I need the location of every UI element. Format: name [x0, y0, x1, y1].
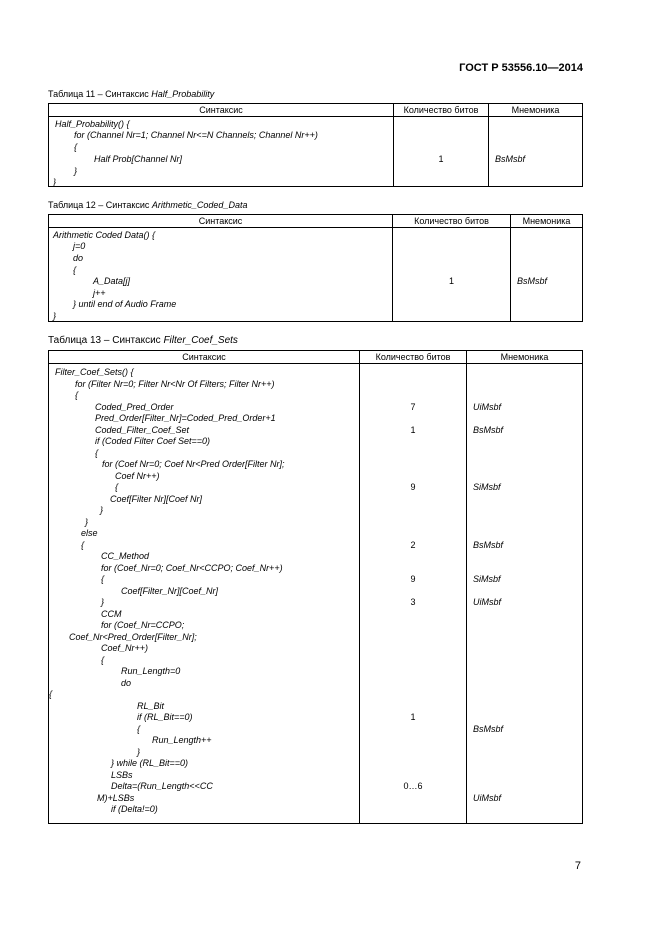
- syntax-line: {: [95, 448, 99, 458]
- syntax-line: Pred_Order[Filter_Nr]=Coded_Pred_Order+1: [95, 413, 276, 423]
- syntax-line: {: [101, 655, 105, 665]
- syntax-line: Coef Nr++): [115, 471, 160, 481]
- syntax-line: {: [75, 390, 79, 400]
- table-13-caption: [48, 335, 238, 346]
- syntax-line: {: [73, 265, 77, 275]
- syntax-line: for (Coef_Nr=0; Coef_Nr<CCPO; Coef_Nr++): [101, 563, 283, 573]
- syntax-line: for (Coef_Nr=CCPO;: [101, 620, 185, 630]
- syntax-line: }: [85, 517, 89, 527]
- syntax-line: M)+LSBs: [97, 793, 135, 803]
- syntax-line: do: [73, 253, 84, 263]
- caption-prefix: Таблица 13 – Синтаксис: [48, 335, 164, 346]
- syntax-line: {: [115, 482, 119, 492]
- mnemonic-cell: [489, 117, 583, 187]
- bits-value: 1: [448, 276, 454, 286]
- bits-value: 0…6: [403, 781, 423, 791]
- mnemonic-value: BsMsbf: [495, 154, 526, 164]
- caption-name: Arithmetic_Coded_Data: [151, 200, 248, 210]
- table-13: [48, 350, 583, 824]
- bits-value: 9: [410, 482, 416, 492]
- mnemonic-cell: [511, 228, 583, 322]
- syntax-line: j++: [93, 288, 106, 298]
- caption-name: Half_Probability: [151, 89, 215, 99]
- syntax-line: j=0: [73, 241, 86, 251]
- table-11: [48, 103, 583, 187]
- syntax-line: Coef_Nr<Pred_Order[Filter_Nr];: [69, 632, 197, 642]
- syntax-line: }: [74, 166, 78, 176]
- mnemonic-value: UiMsbf: [473, 597, 502, 607]
- syntax-line: if (Coded Filter Coef Set==0): [95, 436, 211, 446]
- syntax-line: Coef_Nr++): [101, 643, 149, 653]
- syntax-line: Delta=(Run_Length<<CC: [111, 781, 213, 791]
- caption-name: Filter_Coef_Sets: [163, 335, 238, 346]
- mnemonic-value: UiMsbf: [473, 402, 502, 412]
- syntax-line: for (Channel Nr=1; Channel Nr<=N Channels; Channel Nr++): [74, 130, 318, 140]
- table-12: [48, 214, 583, 322]
- bits-cell: [394, 117, 489, 187]
- column-header-mnemonic: Мнемоника: [489, 104, 583, 117]
- syntax-line: LSBs: [111, 770, 133, 780]
- syntax-cell: [49, 228, 393, 322]
- syntax-line: Coef[Filter Nr][Coef Nr]: [110, 494, 203, 504]
- mnemonic-value: SiMsbf: [473, 574, 501, 584]
- syntax-line: Arithmetic Coded Data() {: [53, 230, 156, 240]
- mnemonic-value: UiMsbf: [473, 793, 502, 803]
- syntax-line: CC_Method: [101, 551, 150, 561]
- syntax-line: for (Filter Nr=0; Filter Nr<Nr Of Filters; Filter Nr++): [75, 379, 275, 389]
- syntax-line: CCM: [101, 609, 122, 619]
- syntax-line: Filter_Coef_Sets() {: [55, 367, 134, 377]
- bits-cell: [393, 228, 511, 322]
- bits-value: 1: [410, 425, 416, 435]
- syntax-line: }: [53, 177, 57, 187]
- bits-cell: [360, 364, 467, 824]
- syntax-line: do: [121, 678, 132, 688]
- caption-prefix: Таблица 12 – Синтаксис: [48, 200, 152, 210]
- syntax-line: Half Prob[Channel Nr]: [94, 154, 183, 164]
- column-header-mnemonic: Мнемоника: [511, 215, 583, 228]
- bits-value: 2: [410, 540, 416, 550]
- column-header-syntax: Синтаксис: [49, 351, 360, 364]
- column-header-syntax: Синтаксис: [49, 215, 393, 228]
- syntax-line: Coef[Filter_Nr][Coef_Nr]: [121, 586, 219, 596]
- syntax-line: A_Data[j]: [93, 276, 131, 286]
- syntax-line: } while (RL_Bit==0): [111, 758, 189, 768]
- syntax-line: RL_Bit: [137, 701, 165, 711]
- column-header-bits: Количество битов: [393, 215, 511, 228]
- mnemonic-value: BsMsbf: [473, 724, 504, 734]
- mnemonic-value: BsMsbf: [517, 276, 548, 286]
- mnemonic-value: SiMsbf: [473, 482, 501, 492]
- syntax-line: Coded_Pred_Order: [95, 402, 174, 412]
- syntax-line: }: [137, 747, 141, 757]
- mnemonic-value: BsMsbf: [473, 425, 504, 435]
- syntax-line: Half_Probability() {: [55, 119, 130, 129]
- page-number: 7: [574, 860, 581, 872]
- syntax-line: {: [49, 689, 53, 699]
- syntax-line: Run_Length=0: [121, 666, 181, 676]
- syntax-line: Coded_Filter_Coef_Set: [95, 425, 190, 435]
- syntax-line: else: [81, 528, 98, 538]
- table-11-caption: [48, 89, 214, 99]
- syntax-line: {: [74, 142, 78, 152]
- caption-prefix: Таблица 11 – Синтаксис: [48, 89, 152, 99]
- syntax-line: for (Coef Nr=0; Coef Nr<Pred Order[Filter Nr];: [102, 459, 285, 469]
- syntax-line: if (Delta!=0): [111, 804, 158, 814]
- document-id: ГОСТ Р 53556.10—2014: [459, 62, 583, 74]
- column-header-mnemonic: Мнемоника: [467, 351, 583, 364]
- mnemonic-value: BsMsbf: [473, 540, 504, 550]
- syntax-line: }: [101, 597, 105, 607]
- column-header-bits: Количество битов: [394, 104, 489, 117]
- bits-value: 7: [410, 402, 416, 412]
- bits-value: 1: [438, 154, 444, 164]
- mnemonic-cell: [467, 364, 583, 824]
- syntax-line: {: [81, 540, 85, 550]
- column-header-bits: Количество битов: [360, 351, 467, 364]
- syntax-cell: [49, 364, 360, 824]
- table-12-caption: [48, 200, 247, 210]
- bits-value: 3: [410, 597, 416, 607]
- syntax-line: {: [101, 574, 105, 584]
- syntax-line: } until end of Audio Frame: [73, 299, 177, 309]
- syntax-line: Run_Length++: [152, 735, 212, 745]
- syntax-cell: [49, 117, 394, 187]
- syntax-line: }: [53, 311, 57, 321]
- syntax-line: }: [100, 505, 104, 515]
- bits-value: 1: [410, 712, 416, 722]
- column-header-syntax: Синтаксис: [49, 104, 394, 117]
- syntax-line: if (RL_Bit==0): [137, 712, 193, 722]
- bits-value: 9: [410, 574, 416, 584]
- syntax-line: {: [137, 724, 141, 734]
